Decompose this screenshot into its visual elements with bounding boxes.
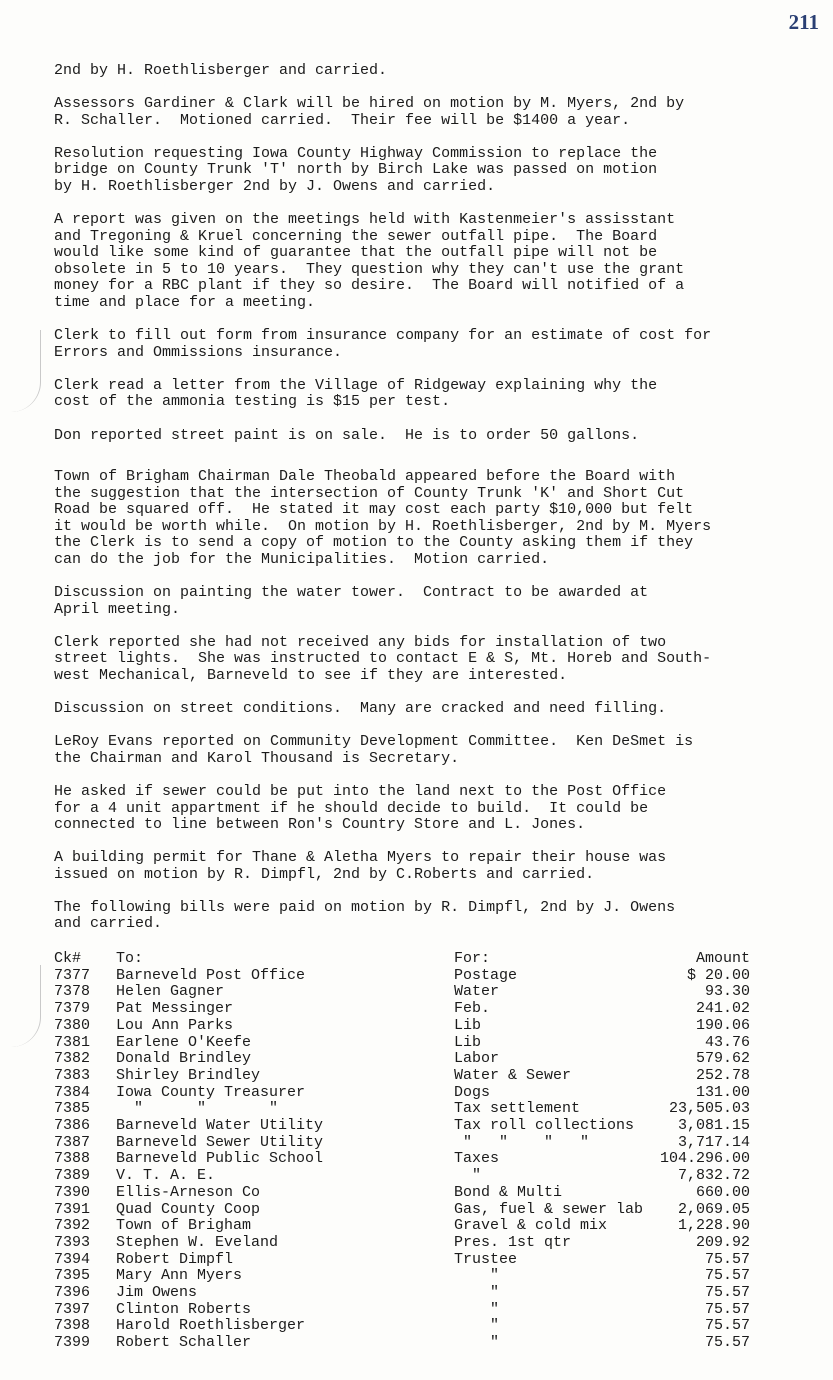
check-number-cell: 7396 (54, 1284, 91, 1302)
purpose-cell: Bond & Multi (454, 1183, 563, 1201)
column-header-for: For: (454, 950, 491, 967)
purpose-cell: Dogs (454, 1083, 491, 1101)
paragraph: Discussion on painting the water tower. Contract to be awarded at April meeting. (54, 584, 649, 618)
amount-cell: 190.06 (695, 1016, 750, 1034)
amount-cell: 104.296.00 (659, 1150, 750, 1168)
amount-cell: 93.30 (704, 983, 750, 1001)
check-number-cell: 7381 (54, 1033, 91, 1051)
payee-cell: Earlene O'Keefe (116, 1033, 252, 1051)
purpose-cell: Taxes (454, 1150, 500, 1168)
amount-cell: 660.00 (695, 1183, 750, 1201)
check-number-cell: 7389 (54, 1167, 91, 1185)
check-number-cell: 7394 (54, 1250, 91, 1268)
table-row (54, 1235, 750, 1252)
paragraph: LeRoy Evans reported on Community Development Committee. Ken DeSmet is the Chairman and Karol Thousand is Secretary. (54, 733, 694, 767)
table-row (54, 1018, 750, 1035)
check-number-cell: 7382 (54, 1050, 91, 1068)
table-row (54, 1168, 750, 1185)
check-number-cell: 7377 (54, 966, 91, 984)
check-number-cell: 7398 (54, 1317, 91, 1335)
check-number-cell: 7385 (54, 1100, 91, 1118)
table-row (54, 1151, 750, 1168)
table-row (54, 1135, 750, 1152)
amount-cell: 75.57 (704, 1300, 750, 1318)
purpose-cell: Gravel & cold mix (454, 1217, 608, 1235)
check-number-cell: 7388 (54, 1150, 91, 1168)
binder-hole-mark (10, 330, 41, 412)
payee-cell: Jim Owens (116, 1284, 198, 1302)
paragraph: He asked if sewer could be put into the land next to the Post Office for a 4 unit appartment if he should decide to build. It could be connected to line between Ron's Country Store and L. Jones. (54, 782, 667, 834)
amount-cell: 1,228.90 (677, 1217, 750, 1235)
purpose-cell: " (454, 1167, 482, 1185)
payee-cell: Shirley Brindley (116, 1066, 261, 1084)
table-row (54, 1035, 750, 1052)
purpose-cell: Tax settlement (454, 1100, 581, 1118)
payee-cell: V. T. A. E. (116, 1167, 216, 1185)
paragraph: 2nd by H. Roethlisberger and carried. (54, 62, 388, 79)
page-number: 211 (788, 10, 819, 34)
payee-cell: Barneveld Public School (116, 1150, 324, 1168)
check-number-cell: 7386 (54, 1117, 91, 1135)
purpose-cell: " " " " (454, 1133, 590, 1151)
table-row (54, 1202, 750, 1219)
table-row (54, 1001, 750, 1018)
paragraph: Clerk read a letter from the Village of Ridgeway explaining why the cost of the ammonia testing is $15 per test. (54, 376, 658, 411)
purpose-cell: Labor (454, 1050, 500, 1068)
amount-cell: 43.76 (704, 1033, 750, 1051)
table-row (54, 1218, 750, 1235)
check-number-cell: 7380 (54, 1016, 91, 1034)
payee-cell: Pat Messinger (116, 1000, 234, 1018)
paragraph: Don reported street paint is on sale. He is to order 50 gallons. (54, 426, 640, 444)
table-row (54, 1051, 750, 1068)
amount-cell: 131.00 (695, 1083, 750, 1101)
check-number-cell: 7399 (54, 1334, 91, 1352)
amount-cell: 75.57 (704, 1284, 750, 1302)
payee-cell: Mary Ann Myers (116, 1267, 243, 1285)
check-number-cell: 7397 (54, 1300, 91, 1318)
paragraph: Clerk to fill out form from insurance company for an estimate of cost for Errors and Ommissions insurance. (54, 327, 712, 361)
purpose-cell: Feb. (454, 1000, 491, 1018)
payee-cell: Iowa County Treasurer (116, 1083, 306, 1101)
payee-cell: Barneveld Post Office (116, 966, 306, 984)
payee-cell: Harold Roethlisberger (116, 1317, 306, 1335)
check-number-cell: 7379 (54, 1000, 91, 1018)
check-number-cell: 7393 (54, 1233, 91, 1251)
payee-cell: Barneveld Sewer Utility (116, 1133, 324, 1151)
purpose-cell: Pres. 1st qtr (454, 1233, 572, 1251)
payee-cell: Lou Ann Parks (116, 1016, 234, 1034)
check-number-cell: 7392 (54, 1217, 91, 1235)
purpose-cell: Water (454, 983, 500, 1001)
minutes-text (54, 63, 814, 950)
table-row (54, 1118, 750, 1135)
payee-cell: Donald Brindley (116, 1050, 252, 1068)
table-row (54, 968, 750, 985)
table-row (54, 1285, 750, 1302)
paragraph: The following bills were paid on motion by R. Dimpfl, 2nd by J. Owens and carried. (54, 898, 676, 933)
bills-body (54, 968, 750, 1352)
purpose-cell: " (454, 1300, 500, 1318)
table-row (54, 1068, 750, 1085)
purpose-cell: Lib (454, 1033, 482, 1051)
payee-cell: Clinton Roberts (116, 1300, 252, 1318)
payee-cell: Barneveld Water Utility (116, 1117, 324, 1135)
table-row (54, 984, 750, 1001)
amount-cell: 252.78 (695, 1066, 750, 1084)
purpose-cell: Tax roll collections (454, 1117, 635, 1135)
purpose-cell: " (454, 1267, 500, 1285)
amount-cell: 7,832.72 (677, 1167, 750, 1185)
payee-cell: " " " (116, 1100, 279, 1118)
check-number-cell: 7378 (54, 983, 91, 1001)
paragraph: Resolution requesting Iowa County Highway Commission to replace the bridge on County Trunk 'T' north by Birch Lake was passed on motion by H. Roethlisberger 2nd by J. Owens and carried. (54, 144, 658, 195)
paragraph: A building permit for Thane & Aletha Myers to repair their house was issued on motion by R. Dimpfl, 2nd by C.Roberts and carried. (54, 849, 667, 883)
table-row (54, 1318, 750, 1335)
table-row (54, 1268, 750, 1285)
payee-cell: Helen Gagner (116, 983, 225, 1001)
bills-header-row (54, 951, 750, 968)
table-row (54, 1335, 750, 1352)
check-number-cell: 7384 (54, 1083, 91, 1101)
paragraph: Town of Brigham Chairman Dale Theobald appeared before the Board with the suggestion that the intersection of County Trunk 'K' and Short Cut Road be squared off. He stated it may cost each party $10,000 but felt it would be worth while. On motion by H. Roethlisberger, 2nd by M. Myers the Clerk is to send a copy of motion to the County asking them if they can do the job for the Municipalities. Motion carried. (54, 468, 712, 569)
amount-cell: 75.57 (704, 1250, 750, 1268)
column-header-to: To: (116, 950, 144, 967)
check-number-cell: 7387 (54, 1133, 91, 1151)
purpose-cell: Trustee (454, 1250, 518, 1268)
table-row (54, 1085, 750, 1102)
bills-table (54, 951, 750, 1352)
amount-cell: 75.57 (704, 1334, 750, 1352)
paragraph: Assessors Gardiner & Clark will be hired on motion by M. Myers, 2nd by R. Schaller. Motioned carried. Their fee will be $1400 a year. (54, 95, 685, 129)
payee-cell: Robert Dimpfl (116, 1250, 234, 1268)
purpose-cell: Gas, fuel & sewer lab (454, 1200, 644, 1218)
column-header-amount: Amount (695, 950, 750, 967)
check-number-cell: 7383 (54, 1066, 91, 1084)
check-number-cell: 7391 (54, 1200, 91, 1218)
amount-cell: 3,717.14 (677, 1133, 750, 1151)
purpose-cell: Postage (454, 966, 518, 984)
amount-cell: 75.57 (704, 1267, 750, 1285)
table-row (54, 1252, 750, 1269)
purpose-cell: " (454, 1334, 500, 1352)
table-row (54, 1101, 750, 1118)
payee-cell: Stephen W. Eveland (116, 1233, 279, 1251)
amount-cell: $ 20.00 (686, 966, 750, 984)
table-row (54, 1302, 750, 1319)
amount-cell: 23,505.03 (668, 1100, 750, 1118)
amount-cell: 579.62 (695, 1050, 750, 1068)
check-number-cell: 7395 (54, 1267, 91, 1285)
payee-cell: Quad County Coop (116, 1200, 261, 1218)
payee-cell: Ellis-Arneson Co (116, 1183, 261, 1201)
amount-cell: 2,069.05 (677, 1200, 750, 1218)
table-row (54, 1185, 750, 1202)
purpose-cell: Lib (454, 1016, 482, 1034)
amount-cell: 209.92 (695, 1233, 750, 1251)
amount-cell: 241.02 (695, 1000, 750, 1018)
paragraph: Clerk reported she had not received any bids for installation of two street lights. She was instructed to contact E & S, Mt. Horeb and South- west Mechanical, Barneveld to see if they are interested. (54, 633, 712, 685)
purpose-cell: Water & Sewer (454, 1066, 572, 1084)
check-number-cell: 7390 (54, 1183, 91, 1201)
purpose-cell: " (454, 1284, 500, 1302)
paragraph: A report was given on the meetings held with Kastenmeier's assisstant and Tregoning & Kruel concerning the sewer outfall pipe. The Board would like some kind of guarantee that the outfall pipe will not be obsolete in 5 to 10 years. They question why they can't use the grant money for a RBC plant if they so desire. The Board will notified of a time and place for a meeting. (54, 211, 685, 312)
amount-cell: 3,081.15 (677, 1117, 750, 1135)
column-header-check-number: Ck# (54, 950, 82, 967)
paragraph: Discussion on street conditions. Many are cracked and need filling. (54, 700, 667, 718)
amount-cell: 75.57 (704, 1317, 750, 1335)
purpose-cell: " (454, 1317, 500, 1335)
payee-cell: Robert Schaller (116, 1334, 252, 1352)
binder-hole-mark (10, 965, 41, 1047)
payee-cell: Town of Brigham (116, 1217, 252, 1235)
